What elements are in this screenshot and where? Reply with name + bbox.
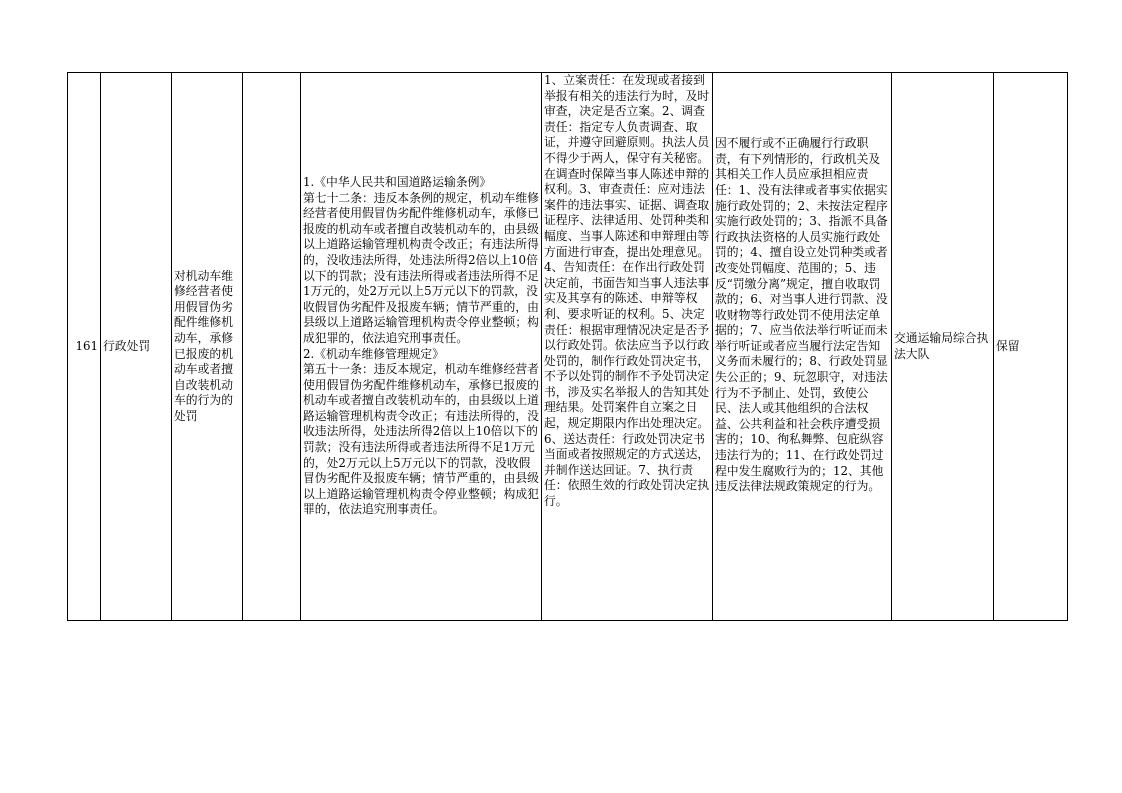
basis-law-1-article: 第七十二条：违反本条例的规定，机动车维修经营者使用假冒伪劣配件维修机动车，承修已报废的机动车或者擅自改装机动车的，由县级以上道路运输管理机构责令改正；有违法所得的，没收违法所得，处违法所得2倍以上10倍以下的罚款；没有违法所得或者违法所得不足1万元的，处2万元以上5万元以下的罚款，没收假冒伪劣配件及报废车辆；情节严重的，由县级以上道路运输管理机构责令停业整顿；构成犯罪的，依法追究刑事责任。 xyxy=(303,190,539,345)
basis-law-1-title: 1.《中华人民共和国道路运输条例》 xyxy=(303,174,492,189)
responsibility-text xyxy=(544,73,710,620)
power-type: 行政处罚 xyxy=(101,73,172,621)
accountability-text: 因不履行或不正确履行行政职责，有下列情形的，行政机关及其相关工作人员应承担相应责任：1、没有法律或者事实依据实施行政处罚的；2、未按法定程序实施行政处罚的；3、指派不具备行政执法资格的人员实施行政处罚的；4、擅自设立处罚种类或者改变处罚幅度、范围的；5、违反“罚缴分离”规定，擅自收取罚款的；6、对当事人进行罚款、没收财物等行政处罚不使用法定单据的；7、应当依法举行听证而未举行听证或者应当履行法定告知义务而未履行的；8、行政处罚显失公正的；9、玩忽职守，对违法行为不予制止、处罚，致使公民、法人或其他组织的合法权益、公共利益和社会秩序遭受损害的；10、徇私舞弊、包庇纵容违法行为的；11、在行政处罚过程中发生腐败行为的；12、其他违反法律法规政策规定的行为。 xyxy=(715,136,888,494)
power-list-table xyxy=(67,72,1068,621)
adjustment-status: 保留 xyxy=(994,73,1068,621)
legal-basis xyxy=(301,73,542,621)
table-row xyxy=(68,73,1068,621)
accountability-cell xyxy=(713,73,892,621)
basis-law-2-title: 2.《机动车维修管理规定》 xyxy=(303,346,445,361)
responsibility-cell xyxy=(542,73,713,621)
responsibility-steps-6-7: 6、送达责任：行政处罚决定书当面或者按照规定的方式送达，并制作送达回证。7、执行责任：依照生效的行政处罚决定执行。 xyxy=(544,431,710,509)
basis-law-2-article: 第五十一条：违反本规定，机动车维修经营者使用假冒伪劣配件维修机动车，承修已报废的机动车或者擅自改装机动车的，由县级以上道路运输管理机构责令改正；有违法所得的，没收违法所得，处违法所得2倍以上10倍以下的罚款；没有违法所得或者违法所得不足1万元的，处2万元以上5万元以下的罚款，没收假冒伪劣配件及报废车辆；情节严重的，由县级以上道路运输管理机构责令停业整顿；构成犯罪的，依法追究刑事责任。 xyxy=(303,362,539,517)
responsibility-steps-1-5: 1、立案责任：在发现或者接到举报有相关的违法行为时，及时审查，决定是否立案。2、调查责任：指定专人负责调查、取证，并遵守回避原则。执法人员不得少于两人，保守有关秘密。在调查时保障当事人陈述申辩的权利。3、审查责任：应对违法案件的违法事实、证据、调查取证程序、法律适用、处罚种类和幅度、当事人陈述和申辩理由等方面进行审查，提出处理意见。4、告知责任：在作出行政处罚决定前，书面告知当事人违法事实及其享有的陈述、申辩等权利、要求听证的权利。5、决定责任：根据审理情况决定是否予以行政处罚。依法应当予以行政处罚的，制作行政处罚决定书，不予以处罚的制作不予处罚决定书，涉及实名举报人的告知其处理结果。处罚案件自立案之日起，规定期限内作出处理决定。 xyxy=(544,73,710,431)
row-number: 161 xyxy=(68,73,101,621)
sub-item-cell xyxy=(243,73,301,621)
implementing-department: 交通运输局综合执法大队 xyxy=(892,73,994,621)
item-name: 对机动车维修经营者使用假冒伪劣配件维修机动车，承修已报废的机动车或者擅自改装机动车的行为的处罚 xyxy=(172,73,243,621)
